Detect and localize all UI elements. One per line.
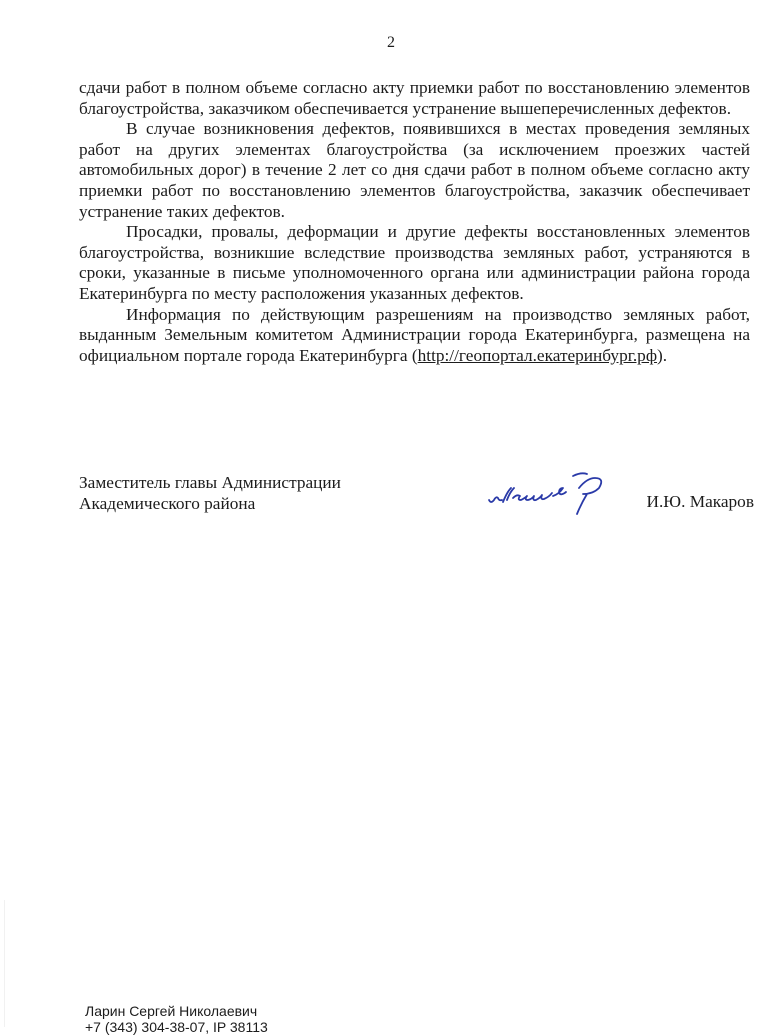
signer-title-line2: Академического района <box>79 494 256 513</box>
page-number: 2 <box>387 34 395 51</box>
paragraph-permits-info <box>79 305 750 367</box>
paragraph-continuation: сдачи работ в полном объеме согласно акту приемки работ по восстановлению элементов благоустройства, заказчиком обеспечивается устранение вышеперечисленных дефектов. <box>79 78 750 118</box>
scan-edge-line <box>4 900 5 1027</box>
signer-name: И.Ю. Макаров <box>646 492 754 511</box>
contact-name: Ларин Сергей Николаевич <box>85 1003 258 1019</box>
paragraph-subsidence-defects: Просадки, провалы, деформации и другие дефекты восстановленных элементов благоустройства, возникшие вследствие производства земляных работ, устраняются в сроки, указанные в письме уполномоченного органа или администрации района города Екатеринбурга по месту расположения указанных дефектов. <box>79 222 750 303</box>
geoportal-link[interactable]: http://геопортал.екатеринбург.рф <box>417 345 658 365</box>
paragraph-defects-other-elements: В случае возникновения дефектов, появившихся в местах проведения земляных работ на других элементах благоустройства (за исключением проезжих частей автомобильных дорог) в течение 2 лет со дня сдачи работ в полном объеме согласно акту приемки работ по восстановлению элементов благоустройства, заказчик обеспечивает устранение таких дефектов. <box>79 119 750 221</box>
handwritten-signature <box>483 466 613 518</box>
signer-title <box>79 472 341 514</box>
contact-phone: +7 (343) 304-38-07, IP 38113 <box>85 1019 268 1035</box>
contact-block <box>85 1003 268 1035</box>
permits-info-text: Информация по действующим разрешениям на производство земляных работ, выданным Земельным комитетом Администрации города Екатеринбурга, размещена на официальном портале города Екатеринбурга ( <box>79 304 750 365</box>
signature-block <box>79 472 754 532</box>
signer-title-line1: Заместитель главы Администрации <box>79 473 341 492</box>
permits-info-closing: ). <box>657 345 668 365</box>
letter-body <box>79 78 750 366</box>
